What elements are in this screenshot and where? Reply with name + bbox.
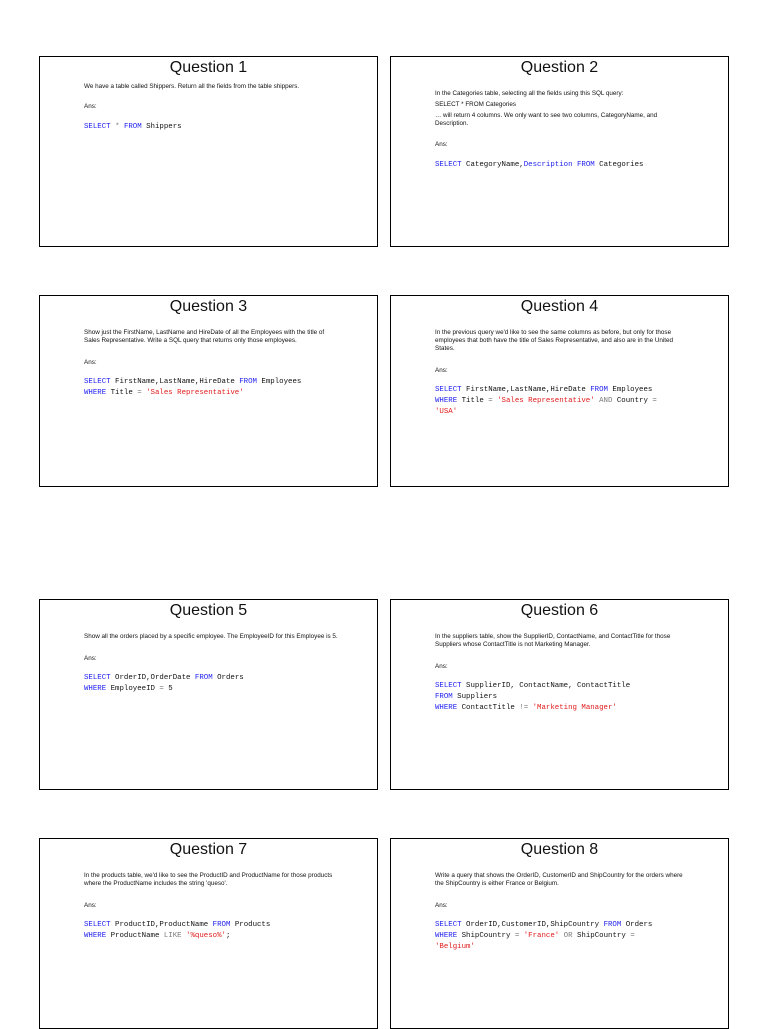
slide-question-2 xyxy=(390,56,729,247)
sql-text: 5 xyxy=(163,685,173,693)
sql-answer xyxy=(435,920,692,953)
sql-text: Orders xyxy=(621,921,653,929)
answer-label: Ans: xyxy=(84,902,97,909)
sql-operator: = xyxy=(488,397,493,405)
slide-body xyxy=(84,83,341,133)
slide-title: Question 6 xyxy=(520,602,599,619)
code-line xyxy=(435,942,692,953)
question-prompt: We have a table called Shippers. Return all the fields from the table shippers. xyxy=(84,83,300,90)
sql-keyword: SELECT xyxy=(84,378,111,386)
slide-question-4 xyxy=(390,295,729,487)
code-line xyxy=(84,920,341,931)
slide-body xyxy=(84,626,341,695)
code-line xyxy=(435,692,692,703)
sql-text: OrderID,CustomerID,ShipCountry xyxy=(461,921,604,929)
sql-string: 'USA' xyxy=(435,408,458,416)
sql-text: ProductID,ProductName xyxy=(110,921,213,929)
sql-string: '%queso%' xyxy=(186,932,226,940)
question-prompt: Show all the orders placed by a specific employee. The EmployeeID for this Employee is 5. xyxy=(84,633,338,640)
sql-text: Products xyxy=(230,921,271,929)
slide-question-3 xyxy=(39,295,378,487)
slide-body xyxy=(435,322,692,418)
question-prompt: Show just the FirstName, LastName and HireDate of all the Employees with the title of Sales Representative. Write a SQL query that returns only those employees. xyxy=(84,329,325,344)
sql-keyword: WHERE xyxy=(435,932,458,940)
slide-body xyxy=(84,322,341,399)
sql-text: ProductName xyxy=(106,932,164,940)
sql-keyword: SELECT xyxy=(435,921,462,929)
sql-keyword: Description xyxy=(523,161,573,169)
sql-string: 'Belgium' xyxy=(435,943,475,951)
code-line xyxy=(84,388,341,399)
sql-text: SupplierID, ContactName, ContactTitle xyxy=(461,682,631,690)
answer-label: Ans: xyxy=(84,655,97,662)
slide-title: Question 4 xyxy=(520,298,599,315)
slide-question-8 xyxy=(390,838,729,1029)
sql-text: Suppliers xyxy=(452,693,498,701)
sql-answer xyxy=(435,681,692,714)
slide-title: Question 8 xyxy=(520,841,599,858)
question-prompt: In the previous query we'd like to see the same columns as before, but only for those employees that both have the title of Sales Representative, and also are in the United States. xyxy=(435,329,674,352)
sql-text: Employees xyxy=(257,378,302,386)
code-line xyxy=(84,377,341,388)
prompt-continued: … will return 4 columns. We only want to see two columns, CategoryName, and Description. xyxy=(435,112,658,127)
slide-body xyxy=(435,83,692,171)
sql-keyword: WHERE xyxy=(84,932,107,940)
sql-keyword: WHERE xyxy=(435,704,458,712)
sql-keyword: SELECT xyxy=(435,161,462,169)
sql-keyword: WHERE xyxy=(435,397,458,405)
sql-keyword: FROM xyxy=(239,378,257,386)
sql-text: Country xyxy=(612,397,653,405)
sql-keyword: FROM xyxy=(576,161,595,169)
code-line xyxy=(435,160,692,171)
sql-text: EmployeeID xyxy=(106,685,160,693)
sql-operator: = xyxy=(137,389,142,397)
sql-operator: = xyxy=(630,932,635,940)
question-prompt: In the Categories table, selecting all the fields using this SQL query: xyxy=(435,90,624,97)
answer-label: Ans: xyxy=(435,663,448,670)
sql-keyword: SELECT xyxy=(435,682,462,690)
answer-label: Ans: xyxy=(435,141,448,148)
sql-text: FirstName,LastName,HireDate xyxy=(461,386,591,394)
sql-text: ShipCountry xyxy=(457,932,515,940)
slide-question-1 xyxy=(39,56,378,247)
sql-answer xyxy=(84,377,341,399)
sql-operator: OR xyxy=(563,932,573,940)
question-prompt: In the products table, we'd like to see the ProductID and ProductName for those products where the ProductName includes the string 'queso'. xyxy=(84,872,333,887)
slide-title: Question 1 xyxy=(169,59,248,76)
sql-text: Title xyxy=(457,397,489,405)
sql-keyword: SELECT xyxy=(84,921,111,929)
sql-operator: = xyxy=(652,397,657,405)
sql-operator: != xyxy=(519,704,529,712)
sql-keyword: SELECT xyxy=(84,674,111,682)
code-line xyxy=(84,673,341,684)
sql-text: CategoryName, xyxy=(461,161,524,169)
sql-text: ; xyxy=(225,932,231,940)
sql-operator: AND xyxy=(599,397,613,405)
code-line xyxy=(84,122,341,133)
sql-answer xyxy=(84,122,341,133)
code-line xyxy=(435,396,692,407)
slide-title: Question 3 xyxy=(169,298,248,315)
sql-keyword: FROM xyxy=(603,921,622,929)
sql-operator: LIKE xyxy=(163,932,182,940)
code-line xyxy=(84,684,341,695)
sql-answer xyxy=(435,160,692,171)
code-line xyxy=(435,385,692,396)
code-line xyxy=(435,931,692,942)
answer-label: Ans: xyxy=(435,367,448,374)
sql-string: 'Marketing Manager' xyxy=(532,704,617,712)
slide-title: Question 5 xyxy=(169,602,248,619)
slide-question-6 xyxy=(390,599,729,790)
slide-body xyxy=(435,865,692,953)
sql-text: Orders xyxy=(212,674,244,682)
code-line xyxy=(435,703,692,714)
sql-keyword: FROM xyxy=(123,123,142,131)
sql-keyword: FROM xyxy=(212,921,231,929)
slide-title: Question 7 xyxy=(169,841,248,858)
answer-label: Ans: xyxy=(84,103,97,110)
code-line xyxy=(84,931,341,942)
sql-text: Employees xyxy=(608,386,653,394)
sql-keyword: WHERE xyxy=(84,389,107,397)
slide-question-7 xyxy=(39,838,378,1029)
slide-body xyxy=(435,626,692,714)
question-prompt: In the suppliers table, show the SupplierID, ContactName, and ContactTitle for those Suppliers whose ContactTitle is not Marketing Manager. xyxy=(435,633,671,648)
sql-keyword: WHERE xyxy=(84,685,107,693)
sql-answer xyxy=(84,920,341,942)
sql-text: Title xyxy=(106,389,138,397)
slide-title: Question 2 xyxy=(520,59,599,76)
sql-keyword: SELECT xyxy=(435,386,462,394)
slide-body xyxy=(84,865,341,942)
prompt-query: SELECT * FROM Categories xyxy=(435,101,517,108)
sql-keyword: FROM xyxy=(590,386,608,394)
sql-text: FirstName,LastName,HireDate xyxy=(110,378,240,386)
sql-text: Categories xyxy=(594,161,644,169)
sql-operator: = xyxy=(159,685,164,693)
code-line xyxy=(435,920,692,931)
sql-string: 'Sales Representative' xyxy=(146,389,244,397)
answer-label: Ans: xyxy=(435,902,448,909)
sql-keyword: SELECT xyxy=(84,123,111,131)
sql-keyword: FROM xyxy=(435,693,453,701)
code-line xyxy=(435,681,692,692)
sql-text: ShipCountry xyxy=(572,932,631,940)
sql-operator: = xyxy=(514,932,520,940)
slide-question-5 xyxy=(39,599,378,790)
sql-keyword: FROM xyxy=(194,674,213,682)
sql-string: 'Sales Representative' xyxy=(497,397,595,405)
sql-answer xyxy=(84,673,341,695)
code-line xyxy=(435,407,692,418)
sql-answer xyxy=(435,385,692,418)
sql-string: 'France' xyxy=(523,932,560,940)
sql-text: OrderID,OrderDate xyxy=(110,674,195,682)
sql-text: Shippers xyxy=(141,123,182,131)
sql-text: ContactTitle xyxy=(457,704,520,712)
sql-operator: * xyxy=(115,123,120,131)
answer-label: Ans: xyxy=(84,359,97,366)
question-prompt: Write a query that shows the OrderID, CustomerID and ShipCountry for the orders where the ShipCountry is either France or Belgium. xyxy=(435,872,683,887)
